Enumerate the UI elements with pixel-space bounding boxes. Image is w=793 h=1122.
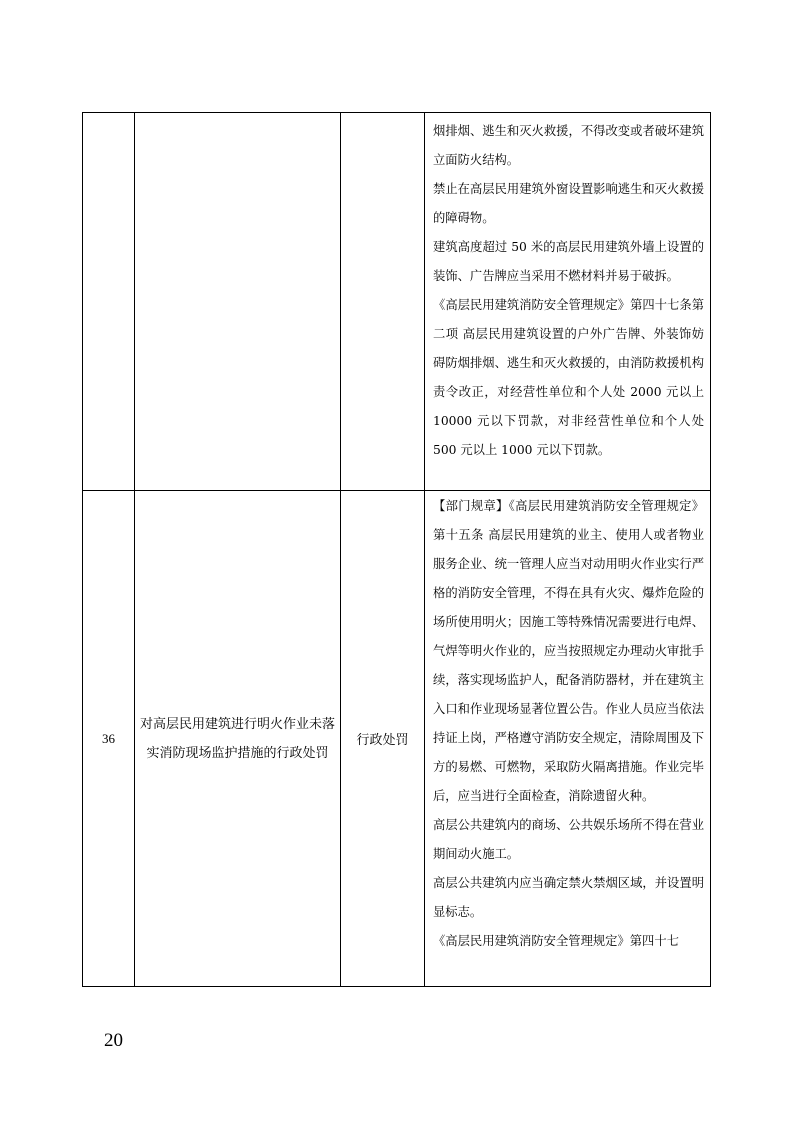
penalty-type-cell [341,113,425,491]
penalty-table [82,112,711,987]
table-row [83,491,711,987]
basis-paragraph: 《高层民用建筑消防安全管理规定》第四十七条第二项 高层民用建筑设置的户外广告牌、外装饰妨碍防烟排烟、逃生和灭火救援的，由消防救援机构责令改正，对经营性单位和个人处 2000 元以上 10000 元以下罚款，对非经营性单位和个人处 500 元以上 1000 元以下罚款。 [433,298,704,457]
page-number: 20 [104,1030,123,1051]
basis-paragraph: 禁止在高层民用建筑外窗设置影响逃生和灭火救援的障碍物。 [433,182,704,225]
table-row [83,113,711,491]
penalty-type-cell: 行政处罚 [341,491,425,987]
basis-paragraph: 【部门规章】《高层民用建筑消防安全管理规定》第十五条 高层民用建筑的业主、使用人或者物业服务企业、统一管理人应当对动用明火作业实行严格的消防安全管理，不得在具有火灾、爆炸危险的场所使用明火；因施工等特殊情况需要进行电焊、气焊等明火作业的，应当按照规定办理动火审批手续，落实现场监护人，配备消防器材，并在建筑主入口和作业现场显著位置公告。作业人员应当依法持证上岗，严格遵守消防安全规定，清除周围及下方的易燃、可燃物，采取防火隔离措施。作业完毕后，应当进行全面检查，消除遗留火种。 [433,499,704,803]
row-number-cell [83,113,135,491]
basis-paragraph: 高层公共建筑内应当确定禁火禁烟区域，并设置明显标志。 [433,876,704,919]
basis-paragraph: 高层公共建筑内的商场、公共娱乐场所不得在营业期间动火施工。 [433,818,704,861]
item-name-cell: 对高层民用建筑进行明火作业未落实消防现场监护措施的行政处罚 [135,491,341,987]
legal-basis-cell [425,491,711,987]
basis-paragraph: 《高层民用建筑消防安全管理规定》第四十七 [433,934,679,948]
item-name-cell [135,113,341,491]
basis-paragraph: 建筑高度超过 50 米的高层民用建筑外墙上设置的装饰、广告牌应当采用不燃材料并易于破拆。 [433,240,704,283]
legal-basis-cell [425,113,711,491]
basis-paragraph: 烟排烟、逃生和灭火救援，不得改变或者破坏建筑立面防火结构。 [433,124,704,167]
row-number-cell: 36 [83,491,135,987]
